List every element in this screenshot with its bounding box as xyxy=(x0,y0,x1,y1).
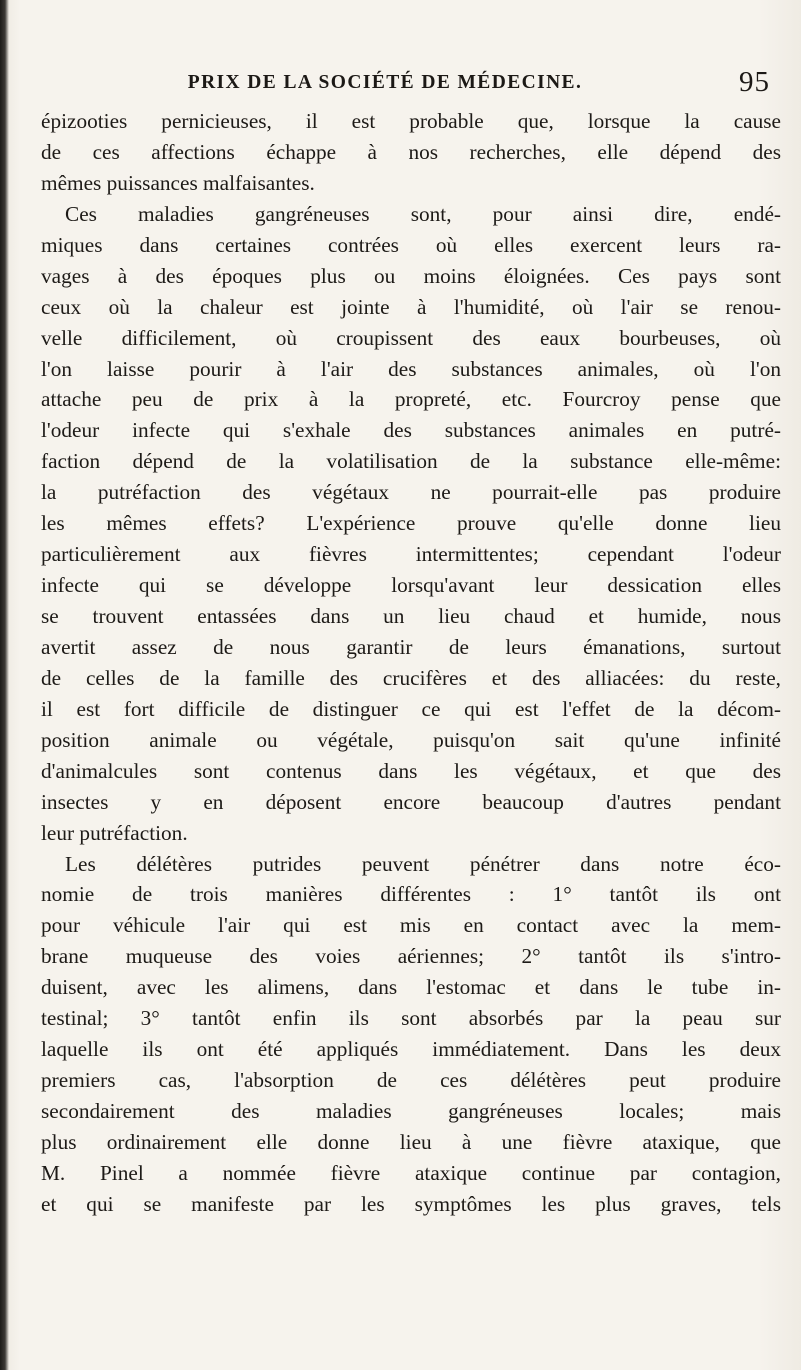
text-line: attache peu de prix à la propreté, etc. Fourcroy pense que xyxy=(41,387,781,412)
text-line: miques dans certaines contrées où elles exercent leurs ra- xyxy=(41,232,781,257)
text-line: l'odeur infecte qui s'exhale des substances animales en putré- xyxy=(41,418,781,443)
text-line: leur putréfaction. xyxy=(41,820,188,845)
text-line: testinal; 3° tantôt enfin ils sont absorbés par la peau sur xyxy=(41,1006,781,1031)
text-line: de celles de la famille des crucifères et des alliacées: du reste, xyxy=(41,665,781,690)
text-line: ceux où la chaleur est jointe à l'humidité, où l'air se renou- xyxy=(41,294,781,319)
text-line: Ces maladies gangréneuses sont, pour ainsi dire, endé- xyxy=(65,201,781,226)
text-line: avertit assez de nous garantir de leurs émanations, surtout xyxy=(41,634,781,659)
body-text xyxy=(41,106,781,1220)
text-line: mêmes puissances malfaisantes. xyxy=(41,170,315,195)
text-line: plus ordinairement elle donne lieu à une fièvre ataxique, que xyxy=(41,1129,781,1154)
text-line: l'on laisse pourir à l'air des substances animales, où l'on xyxy=(41,356,781,381)
text-line: nomie de trois manières différentes : 1° tantôt ils ont xyxy=(41,882,781,907)
text-line: la putréfaction des végétaux ne pourrait-elle pas produire xyxy=(41,480,781,505)
text-line: brane muqueuse des voies aériennes; 2° tantôt ils s'intro- xyxy=(41,944,781,969)
text-line: particulièrement aux fièvres intermittentes; cependant l'odeur xyxy=(41,542,781,567)
text-line: M. Pinel a nommée fièvre ataxique continue par contagion, xyxy=(41,1160,781,1185)
text-line: laquelle ils ont été appliqués immédiatement. Dans les deux xyxy=(41,1037,781,1062)
text-line: vages à des époques plus ou moins éloignées. Ces pays sont xyxy=(41,263,781,288)
text-line: premiers cas, l'absorption de ces délétères peut produire xyxy=(41,1068,781,1093)
text-line: d'animalcules sont contenus dans les végétaux, et que des xyxy=(41,758,781,783)
text-line: Les délétères putrides peuvent pénétrer dans notre éco- xyxy=(65,851,781,876)
text-line: velle difficilement, où croupissent des eaux bourbeuses, où xyxy=(41,325,781,350)
text-line: pour véhicule l'air qui est mis en contact avec la mem- xyxy=(41,913,781,938)
running-head xyxy=(100,58,770,98)
page-number: 95 xyxy=(739,66,770,98)
text-line: se trouvent entassées dans un lieu chaud et humide, nous xyxy=(41,604,781,628)
text-line: et qui se manifeste par les symptômes les plus graves, tels xyxy=(41,1191,781,1216)
text-line: secondairement des maladies gangréneuses locales; mais xyxy=(41,1099,781,1123)
text-line: les mêmes effets? L'expérience prouve qu'elle donne lieu xyxy=(41,511,781,536)
running-title: PRIX DE LA SOCIÉTÉ DE MÉDECINE. xyxy=(187,72,583,93)
text-line: de ces affections échappe à nos recherches, elle dépend des xyxy=(41,139,781,164)
text-line: position animale ou végétale, puisqu'on sait qu'une infinité xyxy=(41,727,781,752)
text-line: épizooties pernicieuses, il est probable que, lorsque la cause xyxy=(41,109,781,133)
text-line: il est fort difficile de distinguer ce qui est l'effet de la décom- xyxy=(41,696,781,721)
text-line: duisent, avec les alimens, dans l'estomac et dans le tube in- xyxy=(41,975,781,1000)
text-line: infecte qui se développe lorsqu'avant leur dessication elles xyxy=(41,573,781,598)
text-line: insectes y en déposent encore beaucoup d'autres pendant xyxy=(41,789,781,814)
text-line: faction dépend de la volatilisation de la substance elle-même: xyxy=(41,449,781,474)
book-spine-shadow xyxy=(0,0,9,1370)
